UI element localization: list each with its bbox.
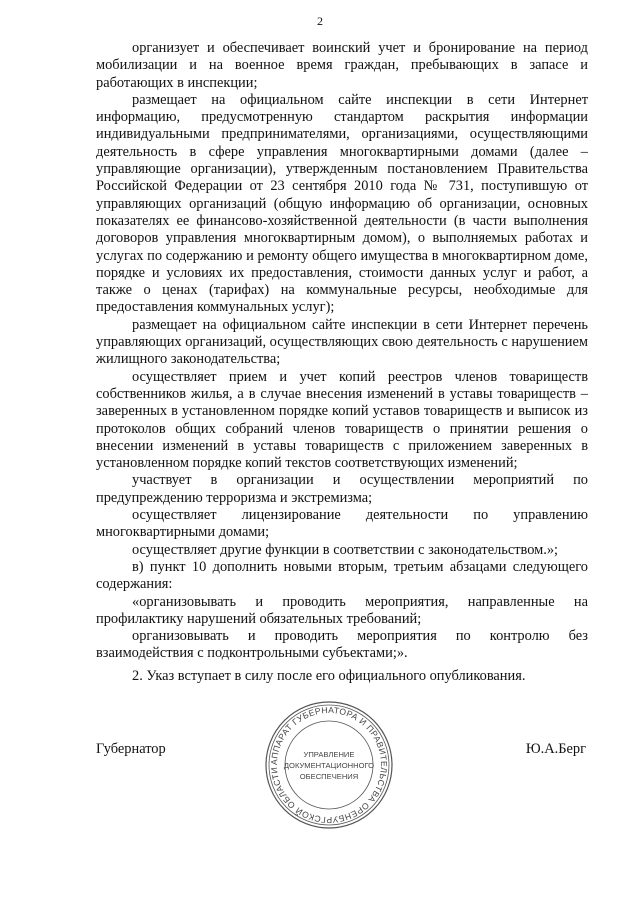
stamp-center-line-3: ОБЕСПЕЧЕНИЯ — [299, 772, 359, 781]
stamp-ring-text: АППАРАТ ГУБЕРНАТОРА И ПРАВИТЕЛЬСТВА ОРЕНБУРГСКОЙ ОБЛАСТИ — [268, 704, 390, 826]
page-number: 2 — [317, 14, 323, 28]
paragraph: «организовывать и проводить мероприятия, направленные на профилактику нарушений обязательных требований; — [96, 593, 588, 627]
stamp-center-line-2: ДОКУМЕНТАЦИОННОГО — [283, 761, 375, 770]
signer-name: Ю.А.Берг — [525, 741, 586, 757]
paragraph-effective-date: 2. Указ вступает в силу после его официального опубликования. — [132, 667, 526, 684]
stamp-center-line-1: УПРАВЛЕНИЕ — [303, 750, 355, 759]
official-stamp — [264, 700, 394, 830]
signature-title: Губернатор — [96, 741, 166, 757]
paragraph: размещает на официальном сайте инспекции в сети Интернет информацию, предусмотренную стандартом раскрытия информации индивидуальными предпринимателями, организациями, осуществляющими деятельность в сфере управления многоквартирными домами (далее – управляющие организации), утвержденным постановлением Правительства Российской Федерации от 23 сентября 2010 года № 731, поступившую от управляющих организаций (общую информацию об организации, основных показателях ее финансово-хозяйственной деятельности (в части выполнения договоров управления многоквартирным домом), о выполняемых работах и услугах по содержанию и ремонту общего имущества в многоквартирном доме, порядке и условиях их предоставления, стоимости данных услуг и работ, а также о ценах (тарифах) на коммунальные ресурсы, необходимые для предоставления коммунальных услуг); — [96, 91, 588, 316]
document-body — [96, 40, 588, 685]
paragraph: осуществляет другие функции в соответствии с законодательством.»; — [132, 541, 559, 558]
paragraph: осуществляет прием и учет копий реестров членов товариществ собственников жилья, а в случае внесения изменений в уставы товариществ – заверенных в установленном порядке копий уставов товариществ и выписок из протоколов общих собраний членов товариществ о принятии решения о внесении изменений в уставы товариществ с приложением заверенных в установленном порядке копий текстов соответствующих изменений; — [96, 368, 588, 472]
paragraph: организовывать и проводить мероприятия по контролю без взаимодействия с подконтрольными субъектами;». — [96, 628, 588, 662]
paragraph: участвует в организации и осуществлении мероприятий по предупреждению терроризма и экстремизма; — [96, 472, 588, 506]
paragraph: организует и обеспечивает воинский учет и бронирование на период мобилизации и на военное время граждан, пребывающих в запасе и работающих в инспекции; — [96, 40, 588, 91]
paragraph: осуществляет лицензирование деятельности по управлению многоквартирными домами; — [96, 507, 588, 541]
paragraph: в) пункт 10 дополнить новыми вторым, третьим абзацами следующего содержания: — [96, 558, 588, 593]
paragraph: размещает на официальном сайте инспекции в сети Интернет перечень управляющих организаций, осуществляющих свою деятельность с нарушением жилищного законодательства; — [96, 316, 588, 368]
